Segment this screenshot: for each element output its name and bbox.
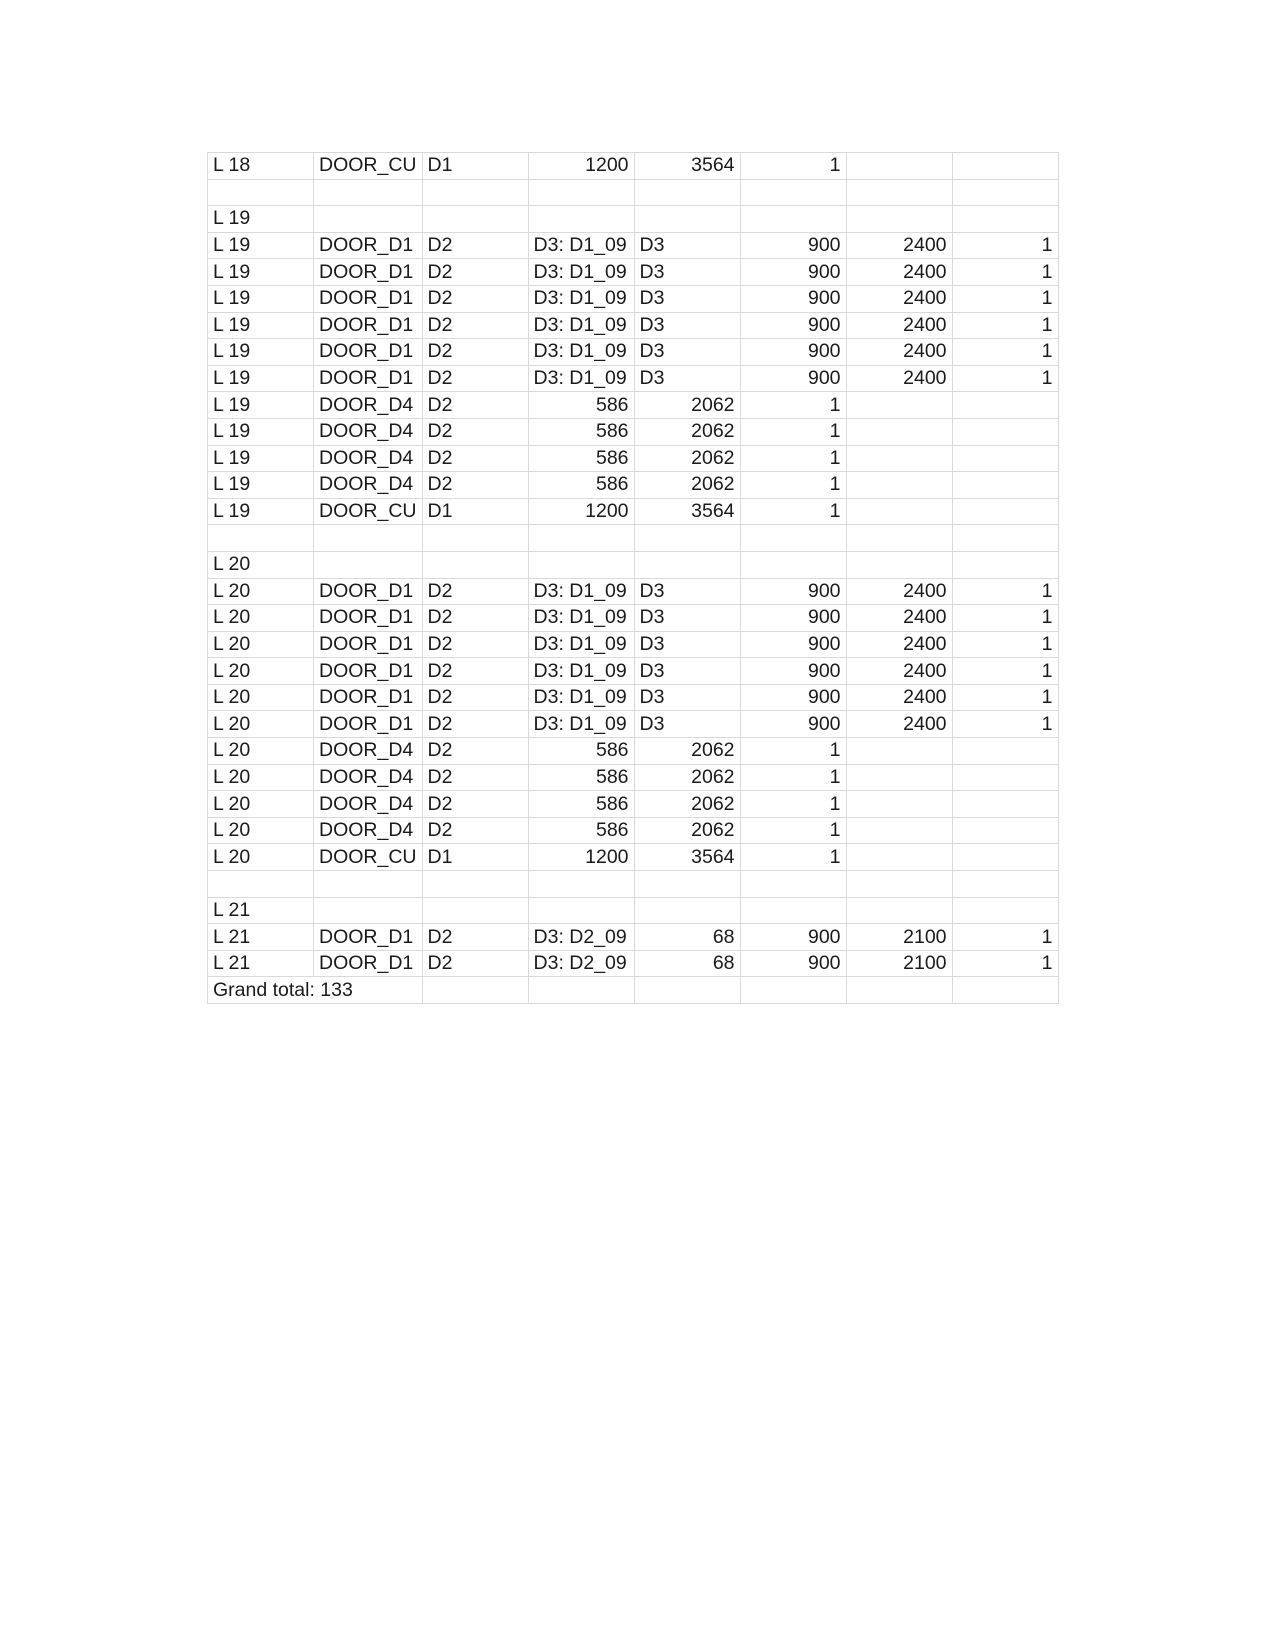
table-cell[interactable] <box>846 418 952 445</box>
table-cell[interactable]: 3564 <box>634 153 740 180</box>
table-cell[interactable]: DOOR_D1 <box>314 312 423 339</box>
table-cell[interactable]: D2 <box>422 950 528 977</box>
table-cell[interactable]: 2400 <box>846 684 952 711</box>
table-row <box>208 738 1059 765</box>
table-cell[interactable]: D3 <box>634 259 740 286</box>
table-cell[interactable] <box>740 897 846 924</box>
grand-total-row <box>208 977 1059 1004</box>
table-cell[interactable]: 3564 <box>634 498 740 525</box>
table-cell[interactable] <box>314 179 423 206</box>
table-row <box>208 365 1059 392</box>
table-cell[interactable] <box>952 445 1058 472</box>
table-cell[interactable]: 2062 <box>634 791 740 818</box>
table-cell[interactable] <box>314 551 423 578</box>
table-cell[interactable]: D2 <box>422 684 528 711</box>
table-cell[interactable]: L 19 <box>208 339 314 366</box>
table-cell[interactable] <box>208 525 314 552</box>
table-row <box>208 791 1059 818</box>
table-cell[interactable]: L 19 <box>208 418 314 445</box>
table-cell[interactable] <box>528 179 634 206</box>
table-cell[interactable]: L 20 <box>208 817 314 844</box>
table-row <box>208 418 1059 445</box>
table-cell[interactable]: 2062 <box>634 392 740 419</box>
table-cell[interactable]: DOOR_CU <box>314 844 423 871</box>
table-cell[interactable]: D2 <box>422 339 528 366</box>
table-cell[interactable]: D2 <box>422 817 528 844</box>
table-cell[interactable] <box>846 551 952 578</box>
table-cell[interactable]: DOOR_D4 <box>314 392 423 419</box>
table-cell[interactable]: D3 <box>634 578 740 605</box>
table-cell[interactable] <box>528 871 634 898</box>
table-cell[interactable] <box>528 551 634 578</box>
table-cell[interactable]: D2 <box>422 259 528 286</box>
table-cell[interactable] <box>634 551 740 578</box>
table-cell[interactable]: D3 <box>634 631 740 658</box>
table-cell[interactable] <box>634 897 740 924</box>
table-cell[interactable]: L 19 <box>208 498 314 525</box>
table-cell[interactable]: D3 <box>634 285 740 312</box>
table-cell[interactable] <box>952 764 1058 791</box>
table-row <box>208 445 1059 472</box>
table-cell[interactable]: 900 <box>740 365 846 392</box>
table-cell[interactable]: 2400 <box>846 365 952 392</box>
table-cell[interactable] <box>846 498 952 525</box>
table-cell[interactable]: 2400 <box>846 232 952 259</box>
table-cell[interactable]: 68 <box>634 924 740 951</box>
table-cell[interactable]: 586 <box>528 418 634 445</box>
table-cell[interactable]: 2400 <box>846 631 952 658</box>
table-cell[interactable]: 586 <box>528 817 634 844</box>
table-row <box>208 206 1059 233</box>
table-cell[interactable] <box>952 551 1058 578</box>
table-cell[interactable] <box>952 472 1058 499</box>
table-row <box>208 472 1059 499</box>
table-cell[interactable]: L 20 <box>208 791 314 818</box>
table-cell[interactable] <box>846 764 952 791</box>
table-cell[interactable]: 900 <box>740 578 846 605</box>
table-cell[interactable]: 1 <box>952 631 1058 658</box>
table-cell[interactable] <box>952 871 1058 898</box>
table-cell[interactable]: DOOR_D4 <box>314 764 423 791</box>
table-cell[interactable]: D2 <box>422 365 528 392</box>
table-row <box>208 764 1059 791</box>
table-cell[interactable] <box>846 897 952 924</box>
table-cell[interactable]: 1 <box>952 285 1058 312</box>
table-cell[interactable]: 900 <box>740 950 846 977</box>
table-cell[interactable] <box>422 871 528 898</box>
table-row <box>208 631 1059 658</box>
table-row <box>208 179 1059 206</box>
table-cell[interactable]: D3: D1_09 <box>528 578 634 605</box>
table-cell[interactable]: D2 <box>422 924 528 951</box>
table-cell[interactable] <box>846 445 952 472</box>
table-cell[interactable] <box>528 897 634 924</box>
table-cell[interactable] <box>846 791 952 818</box>
table-cell[interactable]: 2400 <box>846 312 952 339</box>
table-cell[interactable] <box>528 206 634 233</box>
table-cell[interactable] <box>314 206 423 233</box>
table-cell[interactable] <box>314 871 423 898</box>
table-cell[interactable]: DOOR_D4 <box>314 472 423 499</box>
table-cell[interactable] <box>422 897 528 924</box>
table-cell[interactable]: D3: D1_09 <box>528 711 634 738</box>
table-cell[interactable] <box>740 525 846 552</box>
table-cell[interactable]: D2 <box>422 658 528 685</box>
table-cell[interactable]: D3: D1_09 <box>528 285 634 312</box>
table-cell[interactable]: 1 <box>952 924 1058 951</box>
table-cell[interactable]: D1 <box>422 498 528 525</box>
table-cell[interactable] <box>952 791 1058 818</box>
table-cell[interactable] <box>634 977 740 1004</box>
table-cell[interactable]: L 20 <box>208 764 314 791</box>
table-row <box>208 339 1059 366</box>
table-row <box>208 153 1059 180</box>
table-cell[interactable]: 2062 <box>634 764 740 791</box>
table-cell[interactable]: 1 <box>740 791 846 818</box>
table-cell[interactable]: 900 <box>740 631 846 658</box>
table-row <box>208 312 1059 339</box>
table-row <box>208 871 1059 898</box>
table-cell[interactable]: 1 <box>952 684 1058 711</box>
table-cell[interactable]: 2400 <box>846 711 952 738</box>
table-cell[interactable]: 586 <box>528 791 634 818</box>
table-cell[interactable]: DOOR_D1 <box>314 950 423 977</box>
table-cell[interactable]: 1 <box>952 232 1058 259</box>
table-cell[interactable]: D2 <box>422 472 528 499</box>
table-cell[interactable] <box>846 472 952 499</box>
table-cell[interactable]: DOOR_D4 <box>314 445 423 472</box>
table-cell[interactable]: L 18 <box>208 153 314 180</box>
table-cell[interactable]: D3: D1_09 <box>528 631 634 658</box>
table-cell[interactable]: 1 <box>952 339 1058 366</box>
table-row <box>208 658 1059 685</box>
table-cell[interactable] <box>952 738 1058 765</box>
table-cell[interactable] <box>740 179 846 206</box>
table-cell[interactable]: D3: D1_09 <box>528 658 634 685</box>
table-cell[interactable]: D3 <box>634 365 740 392</box>
table-cell[interactable]: 1200 <box>528 153 634 180</box>
table-cell[interactable]: D2 <box>422 578 528 605</box>
table-cell[interactable]: DOOR_D4 <box>314 418 423 445</box>
table-row <box>208 897 1059 924</box>
table-cell[interactable]: DOOR_D4 <box>314 817 423 844</box>
table-cell[interactable]: 900 <box>740 312 846 339</box>
table-cell[interactable]: 1 <box>740 498 846 525</box>
table-cell[interactable]: 586 <box>528 472 634 499</box>
table-cell[interactable]: L 21 <box>208 897 314 924</box>
table-cell[interactable]: 1 <box>952 578 1058 605</box>
table-cell[interactable]: DOOR_D1 <box>314 684 423 711</box>
table-cell[interactable] <box>952 206 1058 233</box>
table-cell[interactable]: D2 <box>422 631 528 658</box>
table-cell[interactable] <box>846 525 952 552</box>
table-cell[interactable]: L 20 <box>208 551 314 578</box>
table-cell[interactable] <box>422 525 528 552</box>
table-cell[interactable]: 2062 <box>634 738 740 765</box>
table-cell[interactable]: L 20 <box>208 658 314 685</box>
table-row <box>208 711 1059 738</box>
table-cell[interactable]: 1 <box>952 312 1058 339</box>
table-cell[interactable]: 2400 <box>846 605 952 632</box>
table-row <box>208 551 1059 578</box>
table-cell[interactable]: 900 <box>740 339 846 366</box>
table-cell[interactable]: DOOR_D1 <box>314 259 423 286</box>
table-cell[interactable]: D2 <box>422 445 528 472</box>
table-cell[interactable]: 2100 <box>846 924 952 951</box>
table-cell[interactable]: DOOR_D1 <box>314 605 423 632</box>
table-cell[interactable]: DOOR_D1 <box>314 631 423 658</box>
table-cell[interactable]: D3 <box>634 339 740 366</box>
table-cell[interactable] <box>846 179 952 206</box>
table-cell[interactable]: D3 <box>634 605 740 632</box>
table-cell[interactable]: D2 <box>422 392 528 419</box>
table-cell[interactable] <box>846 206 952 233</box>
table-cell[interactable]: L 21 <box>208 924 314 951</box>
table-cell[interactable] <box>528 977 634 1004</box>
table-cell[interactable]: 586 <box>528 738 634 765</box>
table-cell[interactable] <box>740 551 846 578</box>
table-cell[interactable]: D3: D1_09 <box>528 339 634 366</box>
table-cell[interactable] <box>740 977 846 1004</box>
table-cell[interactable]: DOOR_D1 <box>314 658 423 685</box>
table-row <box>208 392 1059 419</box>
table-cell[interactable]: 1 <box>740 472 846 499</box>
table-cell[interactable]: D2 <box>422 285 528 312</box>
table-cell[interactable]: 2100 <box>846 950 952 977</box>
table-cell[interactable] <box>846 738 952 765</box>
table-cell[interactable]: 2062 <box>634 472 740 499</box>
table-cell[interactable] <box>952 977 1058 1004</box>
table-cell[interactable]: 2062 <box>634 817 740 844</box>
table-cell[interactable]: 2400 <box>846 339 952 366</box>
table-cell[interactable]: D1 <box>422 844 528 871</box>
table-cell[interactable]: L 20 <box>208 578 314 605</box>
table-cell[interactable]: 1 <box>952 605 1058 632</box>
table-cell[interactable] <box>528 525 634 552</box>
table-cell[interactable] <box>634 179 740 206</box>
table-row <box>208 498 1059 525</box>
table-cell[interactable]: 1 <box>952 658 1058 685</box>
table-cell[interactable]: L 19 <box>208 365 314 392</box>
table-cell[interactable]: 900 <box>740 658 846 685</box>
table-cell[interactable] <box>422 977 528 1004</box>
table-row <box>208 605 1059 632</box>
table-cell[interactable]: 1200 <box>528 844 634 871</box>
table-cell[interactable]: 2062 <box>634 418 740 445</box>
table-cell[interactable]: DOOR_D4 <box>314 791 423 818</box>
table-cell[interactable]: L 19 <box>208 232 314 259</box>
table-cell[interactable]: D2 <box>422 764 528 791</box>
table-cell[interactable] <box>952 179 1058 206</box>
table-cell[interactable] <box>846 977 952 1004</box>
table-cell[interactable] <box>952 844 1058 871</box>
table-cell[interactable]: DOOR_D4 <box>314 738 423 765</box>
table-cell[interactable]: 2400 <box>846 285 952 312</box>
table-cell[interactable] <box>846 871 952 898</box>
table-cell[interactable]: 1 <box>952 365 1058 392</box>
table-cell[interactable] <box>952 525 1058 552</box>
table-cell[interactable] <box>740 871 846 898</box>
table-cell[interactable] <box>740 206 846 233</box>
table-cell[interactable]: L 19 <box>208 392 314 419</box>
table-cell[interactable]: L 19 <box>208 206 314 233</box>
table-cell[interactable]: L 20 <box>208 738 314 765</box>
table-cell[interactable]: D3: D1_09 <box>528 605 634 632</box>
table-cell[interactable]: D2 <box>422 738 528 765</box>
table-row <box>208 259 1059 286</box>
table-cell[interactable]: 586 <box>528 445 634 472</box>
table-cell[interactable]: L 20 <box>208 605 314 632</box>
table-row <box>208 578 1059 605</box>
table-cell[interactable]: 1 <box>740 418 846 445</box>
table-cell[interactable]: 900 <box>740 232 846 259</box>
table-cell[interactable]: 900 <box>740 285 846 312</box>
table-cell[interactable] <box>846 153 952 180</box>
table-cell[interactable]: D3: D1_09 <box>528 232 634 259</box>
table-cell[interactable] <box>952 392 1058 419</box>
table-cell[interactable]: D3: D1_09 <box>528 684 634 711</box>
table-cell[interactable]: 1 <box>740 764 846 791</box>
table-row <box>208 232 1059 259</box>
table-cell[interactable]: 586 <box>528 764 634 791</box>
table-cell[interactable]: 900 <box>740 259 846 286</box>
table-cell[interactable] <box>208 871 314 898</box>
table-cell[interactable]: D3: D1_09 <box>528 259 634 286</box>
table-cell[interactable]: L 19 <box>208 312 314 339</box>
table-cell[interactable]: L 20 <box>208 844 314 871</box>
table-cell[interactable] <box>422 206 528 233</box>
table-cell[interactable]: D3 <box>634 312 740 339</box>
table-row <box>208 844 1059 871</box>
table-cell[interactable]: DOOR_D1 <box>314 578 423 605</box>
table-cell[interactable]: D3: D2_09 <box>528 924 634 951</box>
table-cell[interactable] <box>634 871 740 898</box>
table-cell[interactable]: D3: D2_09 <box>528 950 634 977</box>
table-cell[interactable]: DOOR_CU <box>314 153 423 180</box>
table-cell[interactable] <box>952 153 1058 180</box>
table-cell[interactable]: D3 <box>634 711 740 738</box>
table-cell[interactable]: D2 <box>422 418 528 445</box>
table-cell[interactable]: 1 <box>952 950 1058 977</box>
table-cell[interactable]: 1 <box>740 817 846 844</box>
table-cell[interactable]: D1 <box>422 153 528 180</box>
table-cell[interactable] <box>314 525 423 552</box>
table-cell[interactable]: 68 <box>634 950 740 977</box>
table-cell[interactable]: 1 <box>952 259 1058 286</box>
table-cell[interactable]: 900 <box>740 684 846 711</box>
table-cell[interactable]: D3: D1_09 <box>528 365 634 392</box>
table-cell[interactable]: 2400 <box>846 578 952 605</box>
table-cell[interactable]: DOOR_D1 <box>314 339 423 366</box>
table-cell[interactable] <box>634 206 740 233</box>
table-cell[interactable]: 1 <box>740 392 846 419</box>
schedule-table <box>207 152 1059 1004</box>
table-cell[interactable]: DOOR_D1 <box>314 711 423 738</box>
table-cell[interactable]: DOOR_D1 <box>314 924 423 951</box>
table-cell[interactable] <box>846 392 952 419</box>
table-cell[interactable] <box>634 525 740 552</box>
grand-total[interactable]: Grand total: 133 <box>208 977 423 1004</box>
table-cell[interactable]: D3 <box>634 232 740 259</box>
table-cell[interactable]: D3: D1_09 <box>528 312 634 339</box>
table-cell[interactable]: L 19 <box>208 259 314 286</box>
table-cell[interactable] <box>952 498 1058 525</box>
table-cell[interactable]: 2062 <box>634 445 740 472</box>
table-cell[interactable]: DOOR_D1 <box>314 285 423 312</box>
schedule-table-body <box>208 153 1059 1004</box>
table-cell[interactable]: D2 <box>422 605 528 632</box>
table-cell[interactable]: 900 <box>740 711 846 738</box>
table-cell[interactable]: DOOR_D1 <box>314 232 423 259</box>
table-cell[interactable]: 1 <box>740 738 846 765</box>
table-cell[interactable] <box>314 897 423 924</box>
table-row <box>208 525 1059 552</box>
table-row <box>208 924 1059 951</box>
table-cell[interactable]: 1 <box>740 844 846 871</box>
table-cell[interactable]: L 20 <box>208 711 314 738</box>
table-cell[interactable] <box>952 817 1058 844</box>
table-cell[interactable]: 2400 <box>846 259 952 286</box>
table-row <box>208 684 1059 711</box>
table-cell[interactable] <box>952 418 1058 445</box>
table-cell[interactable]: D2 <box>422 232 528 259</box>
table-cell[interactable]: D2 <box>422 312 528 339</box>
table-row <box>208 950 1059 977</box>
table-row <box>208 817 1059 844</box>
table-cell[interactable] <box>952 897 1058 924</box>
table-cell[interactable]: 900 <box>740 605 846 632</box>
table-cell[interactable] <box>846 844 952 871</box>
table-cell[interactable]: 1 <box>952 711 1058 738</box>
table-cell[interactable]: L 19 <box>208 285 314 312</box>
table-cell[interactable]: L 20 <box>208 631 314 658</box>
table-cell[interactable] <box>422 551 528 578</box>
table-cell[interactable]: D3 <box>634 684 740 711</box>
table-cell[interactable]: 1200 <box>528 498 634 525</box>
table-cell[interactable]: 586 <box>528 392 634 419</box>
table-cell[interactable]: L 19 <box>208 445 314 472</box>
table-row <box>208 285 1059 312</box>
table-cell[interactable] <box>846 817 952 844</box>
table-cell[interactable]: D3 <box>634 658 740 685</box>
table-cell[interactable]: 1 <box>740 153 846 180</box>
table-cell[interactable]: DOOR_CU <box>314 498 423 525</box>
table-cell[interactable]: 3564 <box>634 844 740 871</box>
table-cell[interactable]: 2400 <box>846 658 952 685</box>
table-cell[interactable]: 900 <box>740 924 846 951</box>
table-cell[interactable] <box>208 179 314 206</box>
table-cell[interactable]: L 21 <box>208 950 314 977</box>
table-cell[interactable]: D2 <box>422 791 528 818</box>
table-cell[interactable] <box>422 179 528 206</box>
table-cell[interactable]: DOOR_D1 <box>314 365 423 392</box>
table-cell[interactable]: 1 <box>740 445 846 472</box>
table-cell[interactable]: L 19 <box>208 472 314 499</box>
table-cell[interactable]: L 20 <box>208 684 314 711</box>
table-cell[interactable]: D2 <box>422 711 528 738</box>
